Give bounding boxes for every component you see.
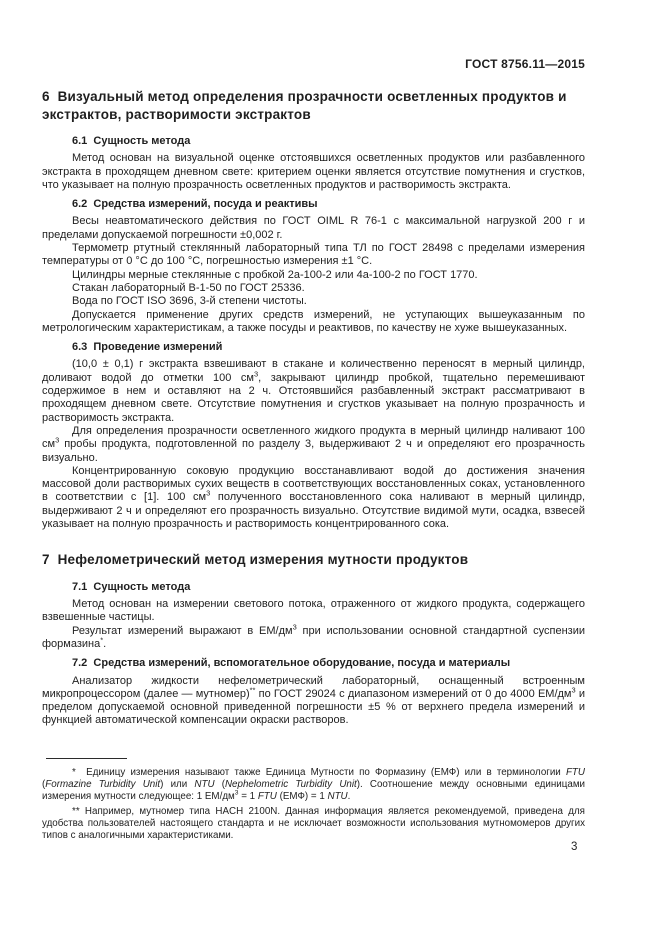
footnote: ** Например, мутномер типа HACH 2100N. Данная информация является рекомендуемой, приведена для удобства пользователей настоящего стандарта и не исключает возможности использования мутномомеров других типов с аналогичными характеристиками. [42, 805, 585, 842]
section-heading: 6 Визуальный метод определения прозрачности осветленных продуктов и экстрактов, растворимости экстрактов [42, 89, 567, 122]
paragraph: Для определения прозрачности осветленного жидкого продукта в мерный цилиндр наливают 100 $см^3$ пробы продукта, подготовленной по разделу 3, выдерживают 2 ч и определяют его прозрачность визуально. [42, 424, 585, 464]
subsection-heading: 6.1 Сущность метода [72, 135, 191, 147]
page-number: 3 [571, 841, 578, 853]
paragraph: Метод основан на визуальной оценке отстоявшихся осветленных продуктов или разбавленного экстракта в проходящем дневном свете: критерием оценки является отсутствие помутнения и сгустков, что указывает на полную прозрачность осветленных продуктов и растворимость экстракта. [42, 152, 585, 191]
subsection-heading: 6.3 Проведение измерений [72, 341, 223, 354]
paragraph: Цилиндры мерные стеклянные с пробкой 2а-100-2 или 4а-100-2 по ГОСТ 1770. [72, 268, 478, 281]
paragraph: Стакан лабораторный В-1-50 по ГОСТ 25336. [72, 281, 305, 294]
paragraph: Термометр ртутный стеклянный лабораторный типа ТЛ по ГОСТ 28498 с пределами измерения температуры от 0 °С до 100 °С, погрешностью измерения ±1 °С. [42, 242, 585, 268]
subsection-heading: 7.2 Средства измерений, вспомогательное оборудование, посуда и материалы [72, 657, 511, 670]
paragraph: Вода по ГОСТ ISO 3696, 3-й степени чистоты. [72, 295, 307, 308]
standard-number: ГОСТ 8756.11—2015 [465, 57, 585, 71]
paragraph: (10,0 ± 0,1) г экстракта взвешивают в стакане и количественно переносят в мерный цилиндр, доливают водой до отметки 100 $см^3$, закрывают цилиндр пробкой, тщательно перемешивают содержимое в нем и оставляют на 2 ч. Отстоявшийся разбавленный экстракт рассматривают в проходящем дневном свете. Отсутствие помутнения и сгустков указывает на полную прозрачность и растворимость экстракта. [42, 358, 585, 424]
paragraph: Метод основан на измерении светового потока, отраженного от жидкого продукта, содержащего взвешенные частицы. [42, 598, 585, 624]
paragraph: Анализатор жидкости нефелометрический лабораторный, оснащенный встроенным микропроцессором (далее — мутномер)** по ГОСТ 29024 с диапазоном измерений от 0 до 4000 $ЕМ/дм^3$ и пределом допускаемой основной приведенной погрешности ±5 % от верхнего предела измерений и функцией автоматической компенсации окраски растворов. [42, 674, 586, 727]
footnote: * Единицу измерения называют также Единица Мутности по Формазину (ЕМФ) или в терминологии FTU (Formazine Turbidity Unit) или NTU (Nephelometric Turbidity Unit). Соотношение между основными единицами измерения мутности следующее: 1 $ЕМ/дм^3 = 1$ FTU (ЕМФ) = 1 NTU. [42, 767, 586, 803]
paragraph: Результат измерений выражают в $ЕМ/дм^3$ при использовании основной стандартной суспензии формазина*. [42, 622, 586, 650]
subsection-heading: 7.1 Сущность метода [72, 580, 191, 593]
section-heading: 7 Нефелометрический метод измерения мутности продуктов [42, 552, 469, 568]
paragraph: Концентрированную соковую продукцию восстанавливают водой до достижения значения массовой доли растворимых сухих веществ в соответствующих восстановленных соках, установленного в соответствии с [1]. 100 $см^3$ полученного восстановленного сока наливают в мерный цилиндр, выдерживают 2 ч и определяют его прозрачность визуально. Отсутствие видимой мути, осадка, взвесей указывает на полную прозрачность и растворимость концентрированного сока. [42, 464, 585, 531]
footnotes-list [42, 767, 585, 842]
paragraph: Допускается применение других средств измерений, не уступающих вышеуказанным по метрологическим характеристикам, а также посуды и реактивов, по качеству не хуже вышеуказанных. [42, 308, 585, 334]
paragraph: Весы неавтоматического действия по ГОСТ OIML R 76-1 с максимальной нагрузкой 200 г и пределами допускаемой погрешности ±0,002 г. [42, 215, 585, 241]
document-content [42, 88, 585, 728]
subsection-heading: 6.2 Средства измерений, посуда и реактивы [72, 198, 318, 211]
page-header [42, 57, 585, 71]
footnotes-section [42, 758, 585, 844]
footnote-separator [46, 758, 127, 759]
